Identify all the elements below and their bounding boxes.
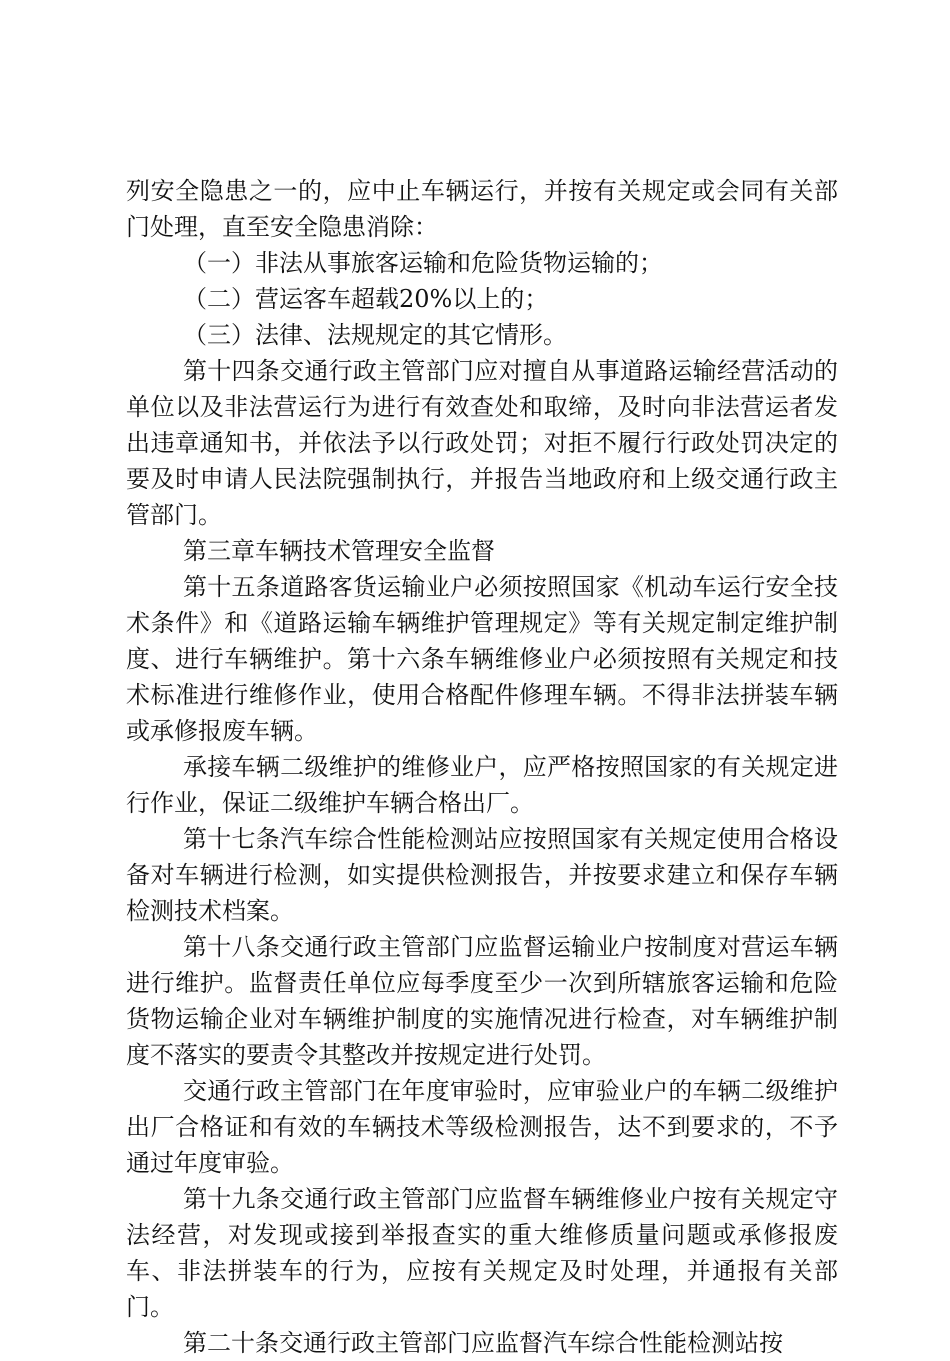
- article-18: 第十八条交通行政主管部门应监督运输业户按制度对营运车辆进行维护。监督责任单位应每季度至少一次到所辖旅客运输和危险货物运输企业对车辆维护制度的实施情况进行检查，对车辆维护制度不落实的要责令其整改并按规定进行处罚。: [126, 933, 838, 1069]
- paragraph-continuation: 列安全隐患之一的，应中止车辆运行，并按有关规定或会同有关部门处理，直至安全隐患消除：: [126, 177, 838, 241]
- list-item-2: （二）营运客车超载20%以上的；: [183, 285, 549, 313]
- article-20: 第二十条交通行政主管部门应监督汽车综合性能检测站按: [183, 1329, 783, 1357]
- chapter-3-heading: 第三章车辆技术管理安全监督: [183, 537, 495, 565]
- article-15-16: 第十五条道路客货运输业户必须按照国家《机动车运行安全技术条件》和《道路运输车辆维护管理规定》等有关规定制定维护制度、进行车辆维护。第十六条车辆维修业户必须按照有关规定和技术标准进行维修作业，使用合格配件修理车辆。不得非法拼装车辆或承修报废车辆。: [126, 573, 838, 745]
- article-14: 第十四条交通行政主管部门应对擅自从事道路运输经营活动的单位以及非法营运行为进行有效查处和取缔，及时向非法营运者发出违章通知书，并依法予以行政处罚；对拒不履行行政处罚决定的要及时申请人民法院强制执行，并报告当地政府和上级交通行政主管部门。: [126, 357, 838, 529]
- list-item-1: （一）非法从事旅客运输和危险货物运输的；: [183, 249, 663, 277]
- paragraph-annual-review: 交通行政主管部门在年度审验时，应审验业户的车辆二级维护出厂合格证和有效的车辆技术等级检测报告，达不到要求的，不予通过年度审验。: [126, 1077, 838, 1177]
- paragraph-secondary-maintenance: 承接车辆二级维护的维修业户，应严格按照国家的有关规定进行作业，保证二级维护车辆合格出厂。: [126, 753, 838, 817]
- article-17: 第十七条汽车综合性能检测站应按照国家有关规定使用合格设备对车辆进行检测，如实提供检测报告，并按要求建立和保存车辆检测技术档案。: [126, 825, 838, 925]
- article-19: 第十九条交通行政主管部门应监督车辆维修业户按有关规定守法经营，对发现或接到举报查实的重大维修质量问题或承修报废车、非法拼装车的行为，应按有关规定及时处理，并通报有关部门。: [126, 1185, 838, 1321]
- document-body: [126, 173, 838, 1361]
- list-item-3: （三）法律、法规规定的其它情形。: [183, 321, 567, 349]
